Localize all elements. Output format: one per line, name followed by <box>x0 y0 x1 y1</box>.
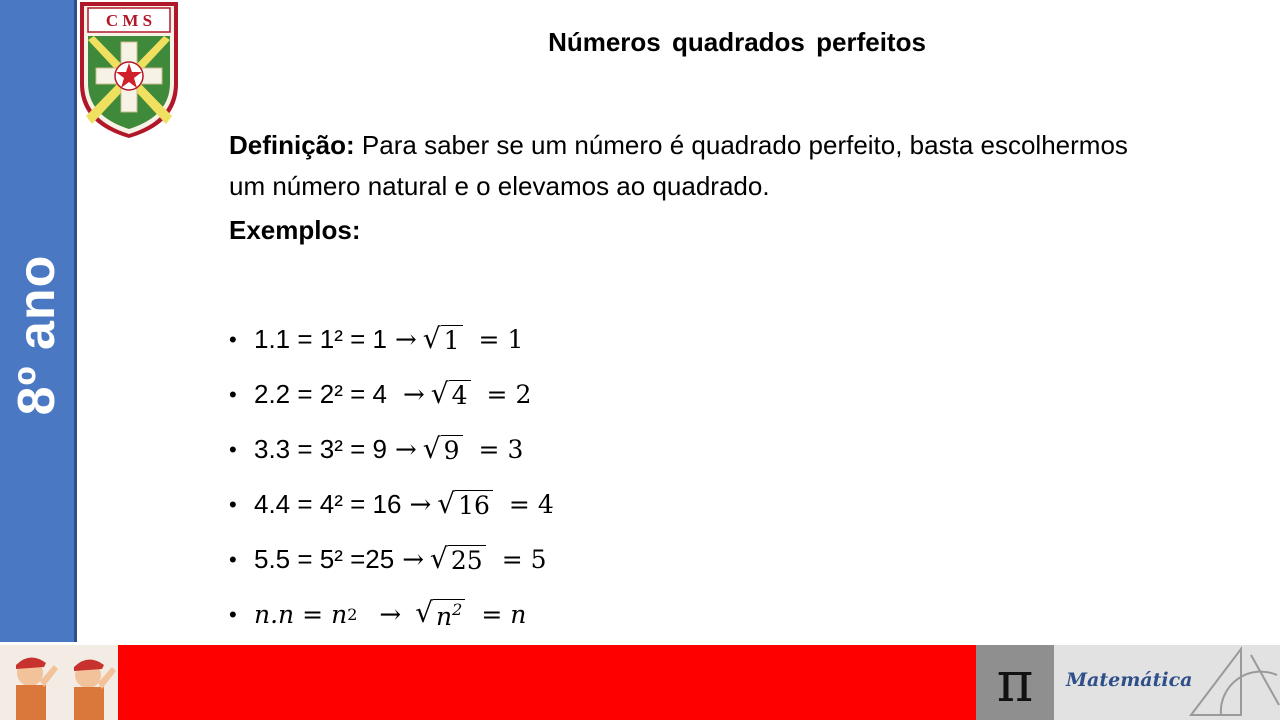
square-root: √ 1 <box>423 325 463 354</box>
example-item-general <box>229 587 554 642</box>
root-result: 3 <box>507 435 524 464</box>
square-root: √ $n^2$ <box>415 599 465 630</box>
square-root-expression <box>422 431 524 465</box>
examples-heading: Exemplos: <box>229 215 361 245</box>
example-text: 4.4 = 4² = 16 <box>254 489 402 519</box>
grade-label: 8º ano <box>8 254 66 416</box>
footer-red-bar <box>118 645 976 720</box>
example-text: 3.3 = 3² = 9 <box>254 434 387 464</box>
pi-icon-box <box>976 645 1054 720</box>
bullet: • <box>229 491 237 517</box>
equals-sign: = <box>302 600 324 629</box>
root-result: 1 <box>507 325 524 354</box>
arrow-icon: → <box>379 599 402 630</box>
brand-label: Matemática <box>1066 669 1193 691</box>
arrow-icon: → <box>402 544 425 575</box>
radicand: 16 <box>455 490 493 519</box>
root-result: 4 <box>537 490 554 519</box>
example-item-1 <box>229 312 554 367</box>
example-item-2 <box>229 367 554 422</box>
arrow-icon: → <box>394 324 417 355</box>
arrow-icon: → <box>394 434 417 465</box>
math-brand-panel <box>976 645 1280 720</box>
definition-label: Definição: <box>229 130 355 160</box>
equals-sign: = <box>478 435 500 464</box>
radicand: 1 <box>441 325 463 354</box>
bullet: • <box>229 326 237 352</box>
arrow-icon: → <box>409 489 432 520</box>
geometry-tools-icon <box>1181 645 1280 720</box>
square-root-expression <box>422 321 524 355</box>
root-result: n <box>510 600 527 629</box>
cadets-illustration <box>0 645 118 720</box>
pi-icon: π <box>996 650 1034 715</box>
school-crest-logo <box>76 0 182 140</box>
square-root-expression <box>415 595 527 631</box>
footer-banner <box>0 645 1280 720</box>
arrow-icon: → <box>402 379 425 410</box>
radicand-exponent: 2 <box>452 599 463 619</box>
radicand-base: n <box>436 601 453 631</box>
equals-sign: = <box>478 325 500 354</box>
radicand: 9 <box>441 435 463 464</box>
square-root-expression <box>437 486 554 520</box>
formula-lhs: n.n <box>254 600 295 629</box>
examples-list <box>229 312 554 642</box>
root-result: 5 <box>530 545 547 574</box>
square-root: √ 16 <box>437 490 493 519</box>
bullet: • <box>229 436 237 462</box>
example-item-4 <box>229 477 554 532</box>
power-base: n <box>331 600 348 629</box>
bullet: • <box>229 546 237 572</box>
equals-sign: = <box>486 380 508 409</box>
definition-paragraph <box>229 125 1159 207</box>
example-text: 2.2 = 2² = 4 <box>254 379 387 409</box>
square-root-expression <box>430 376 532 410</box>
equals-sign: = <box>481 600 503 629</box>
radicand: 25 <box>448 545 486 574</box>
example-item-5 <box>229 532 554 587</box>
example-text: 5.5 = 5² =25 <box>254 544 395 574</box>
page-title: Números quadrados perfeitos <box>548 27 926 57</box>
radicand <box>433 599 465 630</box>
square-root-expression <box>430 541 547 575</box>
square-root: √ 9 <box>423 435 463 464</box>
root-result: 2 <box>515 380 532 409</box>
equals-sign: = <box>508 490 530 519</box>
equals-sign: = <box>501 545 523 574</box>
example-item-3 <box>229 422 554 477</box>
example-text: 1.1 = 1² = 1 <box>254 324 387 354</box>
power-exponent: 2 <box>347 605 358 624</box>
side-band <box>0 0 77 642</box>
bullet: • <box>229 601 237 627</box>
square-root: √ 25 <box>430 545 486 574</box>
general-formula <box>254 600 357 629</box>
bullet: • <box>229 381 237 407</box>
svg-text:C M S: C M S <box>105 11 153 30</box>
square-root: √ 4 <box>431 380 471 409</box>
definition-text: Para saber se um número é quadrado perfeito, basta escolhermos um número natural e o elevamos ao quadrado. <box>229 130 1128 201</box>
radicand: 4 <box>449 380 471 409</box>
